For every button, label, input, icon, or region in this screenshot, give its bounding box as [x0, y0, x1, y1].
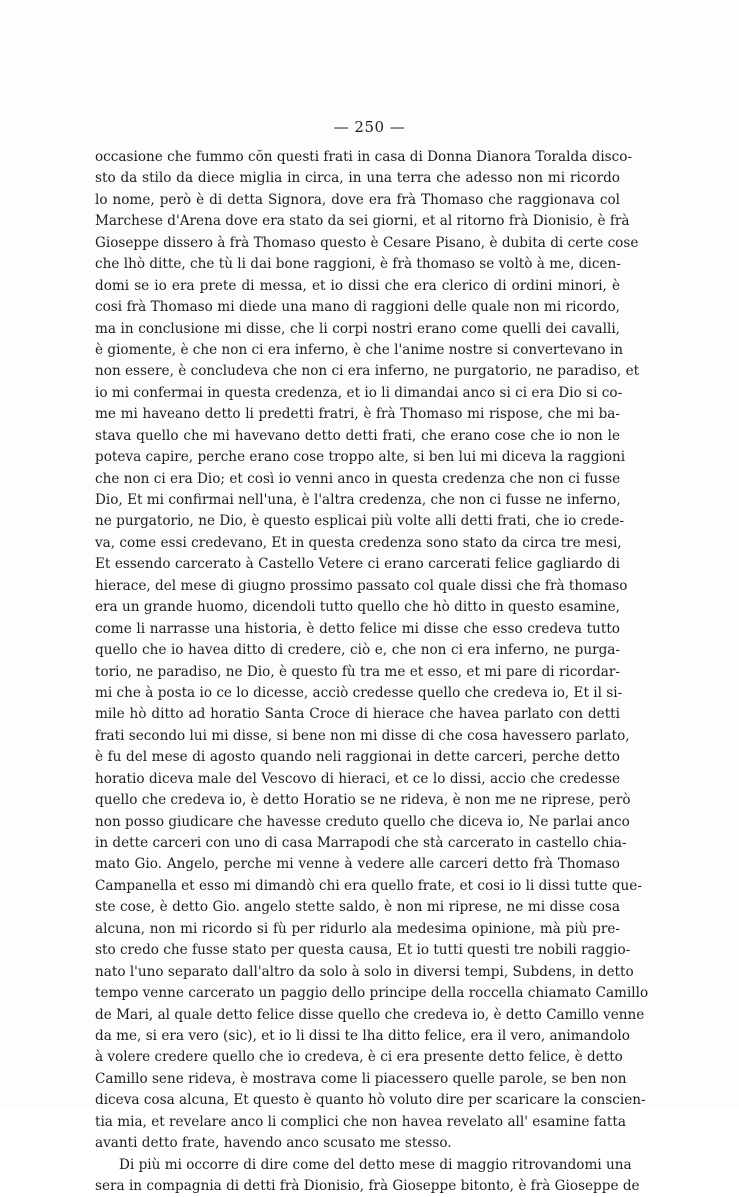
text-line: Et essendo carcerato à Castello Vetere ci erano carcerati felice gagliardo di — [95, 556, 620, 573]
text-line: sto credo che fusse stato per questa causa, Et io tutti questi tre nobili raggio- — [95, 942, 631, 959]
text-line: hierace, del mese di giugno prossimo passato col quale dissi che frà thomaso — [95, 577, 628, 594]
text-line: Campanella et esso mi dimandò chi era quello frate, et cosi io li dissi tutte que- — [95, 877, 642, 894]
text-line: alcuna, non mi ricordo si fù per ridurlo ala medesima opinione, mà più pre- — [95, 920, 620, 937]
text-line: de Mari, al quale detto felice disse quello che credeva io, è detto Camillo venne — [95, 1006, 645, 1023]
text-line: sto da stilo da diece miglia in circa, in una terra che adesso non mi ricordo — [95, 170, 620, 187]
text-line: è giomente, è che non ci era inferno, è che l'anime nostre si convertevano in — [95, 341, 624, 358]
text-line: Dio, Et mi confirmai nell'una, è l'altra credenza, che non ci fusse ne inferno, — [95, 492, 621, 508]
text-line: stava quello che mi havevano detto detti frati, che erano cose che io non le — [95, 427, 620, 444]
text-line: io mi confermai in questa credenza, et io li dimandai anco si ci era Dio si co- — [95, 384, 623, 401]
text-line: poteva capire, perche erano cose troppo alte, si ben lui mi diceva la raggioni — [95, 449, 626, 466]
text-line: me mi haveano detto li predetti fratri, è frà Thomaso mi rispose, che mi ba- — [95, 406, 620, 423]
page-number: — 250 — — [333, 118, 406, 136]
text-line: frati secondo lui mi disse, si bene non mi disse di che cosa havessero parlato, — [95, 727, 630, 744]
text-line: ne purgatorio, ne Dio, è questo esplicai più volte alli detti frati, che io crede- — [95, 513, 625, 530]
text-line: che non ci era Dio; et così io venni anco in questa credenza che non ci fusse — [95, 470, 621, 487]
text-line: Di più mi occorre di dire come del detto mese di maggio ritrovandomi una — [119, 1156, 632, 1173]
text-line: che lhò ditte, che tù li dai bone raggioni, è frà thomaso se voltò à me, dicen- — [95, 256, 621, 273]
text-line: in dette carceri con uno di casa Marrapodi che stà carcerato in castello chia- — [95, 835, 627, 851]
text-line: mi che à posta io ce lo dicesse, acciò credesse quello che credeva io, Et il si- — [95, 684, 623, 701]
text-line: come li narrasse una historia, è detto felice mi disse che esso credeva tutto — [95, 620, 620, 637]
text-line: da me, si era vero (sic), et io li dissi te lha ditto felice, era il vero, animandolo — [95, 1027, 630, 1044]
text-line: occasione che fummo cŏn questi frati in casa di Donna Dianora Toralda disco- — [95, 149, 633, 165]
text-line: cosi frà Thomaso mi diede una mano di raggioni delle quale non mi ricordo, — [95, 299, 620, 316]
text-line: sera in compagnia di detti frà Dionisio, frà Gioseppe bitonto, è frà Gioseppe de — [95, 1178, 640, 1194]
text-line: torio, ne paradiso, ne Dio, è questo fù tra me et esso, et mi pare di ricordar- — [95, 663, 620, 680]
text-line: era un grande huomo, dicendoli tutto quello che hò ditto in questo esamine, — [95, 599, 620, 616]
text-line: Marchese d'Arena dove era stato da sei giorni, et al ritorno frà Dionisio, è frà — [95, 213, 630, 230]
text-line: quello che credeva io, è detto Horatio se ne rideva, è non me ne riprese, però — [95, 792, 631, 809]
text-line: tia mia, et revelare anco li complici che non havea revelato all' esamine fatta — [95, 1113, 626, 1130]
text-line: avanti detto frate, havendo anco scusato me stesso. — [95, 1135, 452, 1152]
text-line: ma in conclusione mi disse, che li corpi nostri erano come quelli dei cavalli, — [95, 320, 620, 337]
text-line: à volere credere quello che io credeva, è ci era presente detto felice, è detto — [95, 1049, 623, 1066]
body-text — [95, 147, 649, 1197]
text-line: Gioseppe dissero à frà Thomaso questo è Cesare Pisano, è dubita di certe cose — [95, 234, 639, 251]
text-line: quello che io havea ditto di credere, ciò e, che non ci era inferno, ne purga- — [95, 642, 620, 659]
text-line: nato l'uno separato dall'altro da solo à solo in diversi tempi, Subdens, in detto — [95, 963, 634, 980]
text-line: è fu del mese di agosto quando neli raggionai in dette carceri, perche detto — [95, 749, 620, 766]
text-line: mile hò ditto ad horatio Santa Croce di hierace che havea parlato con detti — [95, 706, 620, 723]
text-line: horatio diceva male del Vescovo di hieraci, et ce lo dissi, accio che credesse — [95, 770, 620, 787]
text-line: non essere, è concludeva che non ci era inferno, ne purgatorio, ne paradiso, et — [95, 363, 640, 380]
text-line: tempo venne carcerato un paggio dello principe della roccella chiamato Camillo — [95, 985, 649, 1002]
text-line: va, come essi credevano, Et in questa credenza sono stato da circa tre mesi, — [95, 534, 622, 551]
text-line: mato Gio. Angelo, perche mi venne à vedere alle carceri detto frà Thomaso — [95, 856, 620, 873]
text-line: ste cose, è detto Gio. angelo stette saldo, è non mi riprese, ne mi disse cosa — [95, 899, 620, 916]
text-line: diceva cosa alcuna, Et questo è quanto hò voluto dire per scaricare la conscien- — [95, 1092, 646, 1109]
text-line: non posso giudicare che havesse creduto quello che diceva io, Ne parlai anco — [95, 813, 630, 830]
text-line: lo nome, però è di detta Signora, dove era frà Thomaso che raggionava col — [95, 191, 620, 208]
text-line: Camillo sene rideva, è mostrava come li piacessero quelle parole, se ben non — [95, 1070, 627, 1087]
text-line: domi se io era prete di messa, et io dissi che era clerico di ordini minori, è — [95, 277, 620, 294]
